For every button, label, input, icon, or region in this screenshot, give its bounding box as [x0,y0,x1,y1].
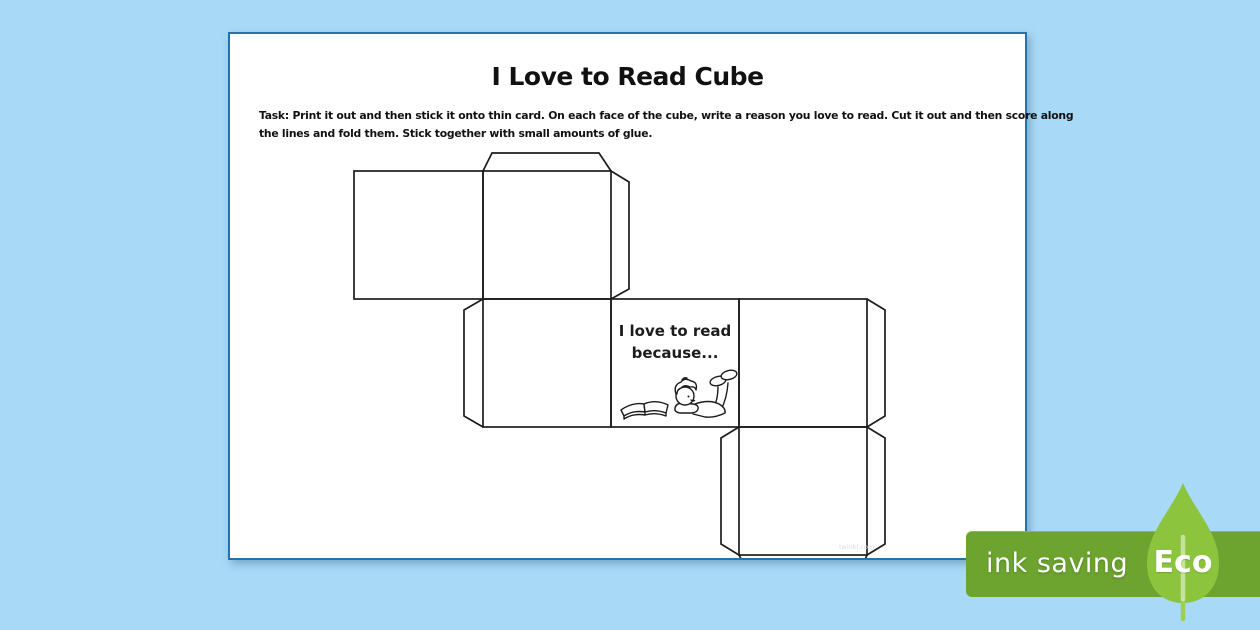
glue-tab-row2-right [867,299,885,427]
child-reading-book-icon [621,369,738,419]
cube-face-middle-right [739,299,867,427]
cube-face-caption-line-1: I love to read [618,322,732,340]
glue-flap-top [483,153,611,171]
cube-face-caption-line-2: because... [631,344,719,362]
task-instructions-line-2: the lines and fold them. Stick together with small amounts of glue. [259,126,653,140]
watermark: twinkl.com [839,543,875,551]
cube-face-top-right [483,171,611,299]
glue-tab-row3-left [721,427,739,555]
eco-label: Eco [1153,545,1213,580]
ink-saving-label: ink saving [986,548,1129,579]
task-instructions-line-1: Task: Print it out and then stick it onto thin card. On each face of the cube, write a reason you love to read. Cut it out and then score along [259,109,1074,122]
glue-tab-row2-left [464,299,483,427]
cube-face-top-left [354,171,483,299]
worksheet-page [228,32,1074,560]
glue-tab-row1-right [611,171,629,299]
cube-face-middle-left [483,299,611,427]
cube-net [230,34,1074,558]
page-title: I Love to Read Cube [491,62,764,91]
cube-face-bottom [739,427,867,555]
glue-tab-row3-right [867,427,885,555]
